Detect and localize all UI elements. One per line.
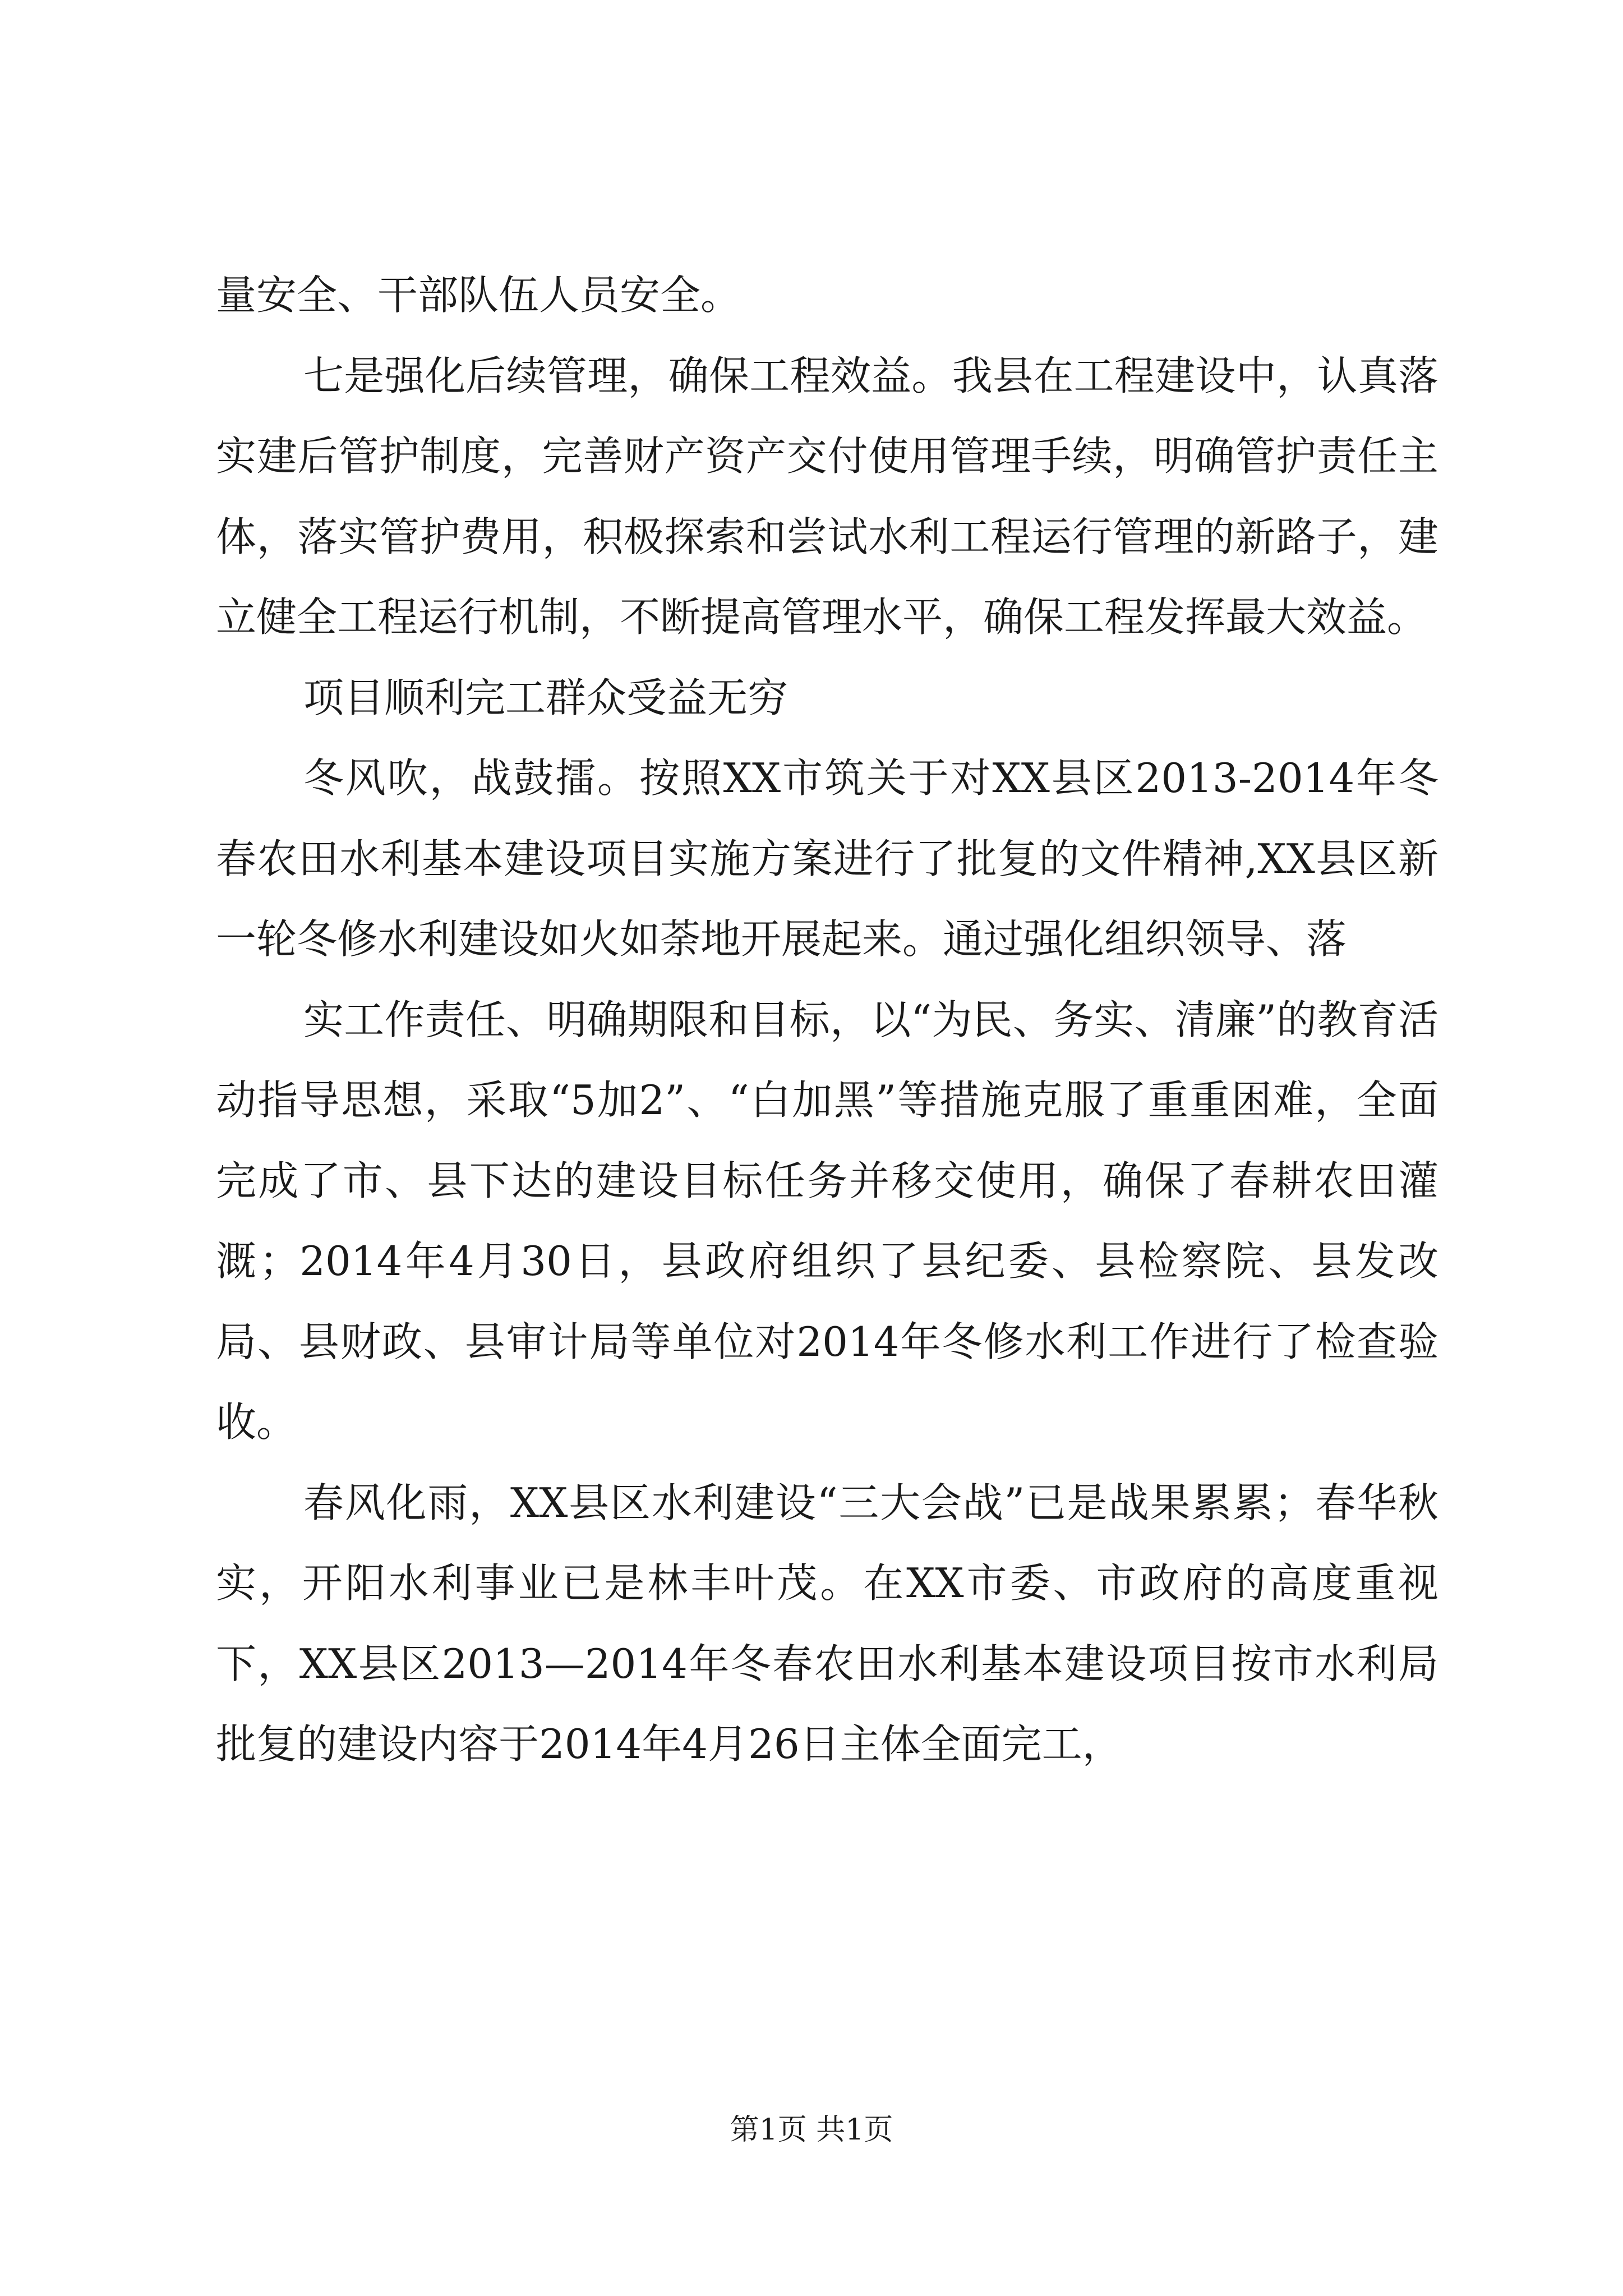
page-number: 第1页 共1页 xyxy=(730,2113,893,2147)
document-body xyxy=(216,255,1438,1785)
paragraph-spring-wind: 春风化雨，XX县区水利建设“三大会战”已是战果累累；春华秋实，开阳水利事业已是林丰叶茂。在XX市委、市政府的高度重视下，XX县区2013—2014年冬春农田水利基本建设项目按市水利局批复的建设内容于2014年4月26日主体全面完工， xyxy=(216,1479,1438,1768)
paragraph-item-seven: 七是强化后续管理，确保工程效益。我县在工程建设中，认真落实建后管护制度，完善财产资产交付使用管理手续，明确管护责任主体，落实管护费用，积极探索和尝试水利工程运行管理的新路子，建立健全工程运行机制，不断提高管理水平，确保工程发挥最大效益。 xyxy=(216,352,1438,641)
paragraph-winter-wind: 冬风吹，战鼓擂。按照XX市筑关于对XX县区2013-2014年冬春农田水利基本建设项目实施方案进行了批复的文件精神,XX县区新一轮冬修水利建设如火如荼地开展起来。通过强化组织领导、落 xyxy=(216,754,1438,963)
paragraph-continuation: 量安全、干部队伍人员安全。 xyxy=(216,272,741,319)
page-footer xyxy=(0,2110,1623,2150)
section-heading: 项目顺利完工群众受益无穷 xyxy=(303,674,789,721)
paragraph-work-responsibility: 实工作责任、明确期限和目标，以“为民、务实、清廉”的教育活动指导思想，采取“5加2”、“白加黑”等措施克服了重重困难，全面完成了市、县下达的建设目标任务并移交使用，确保了春耕农田灌溉；2014年4月30日，县政府组织了县纪委、县检察院、县发改局、县财政、县审计局等单位对2014年冬修水利工作进行了检查验收。 xyxy=(216,996,1438,1446)
